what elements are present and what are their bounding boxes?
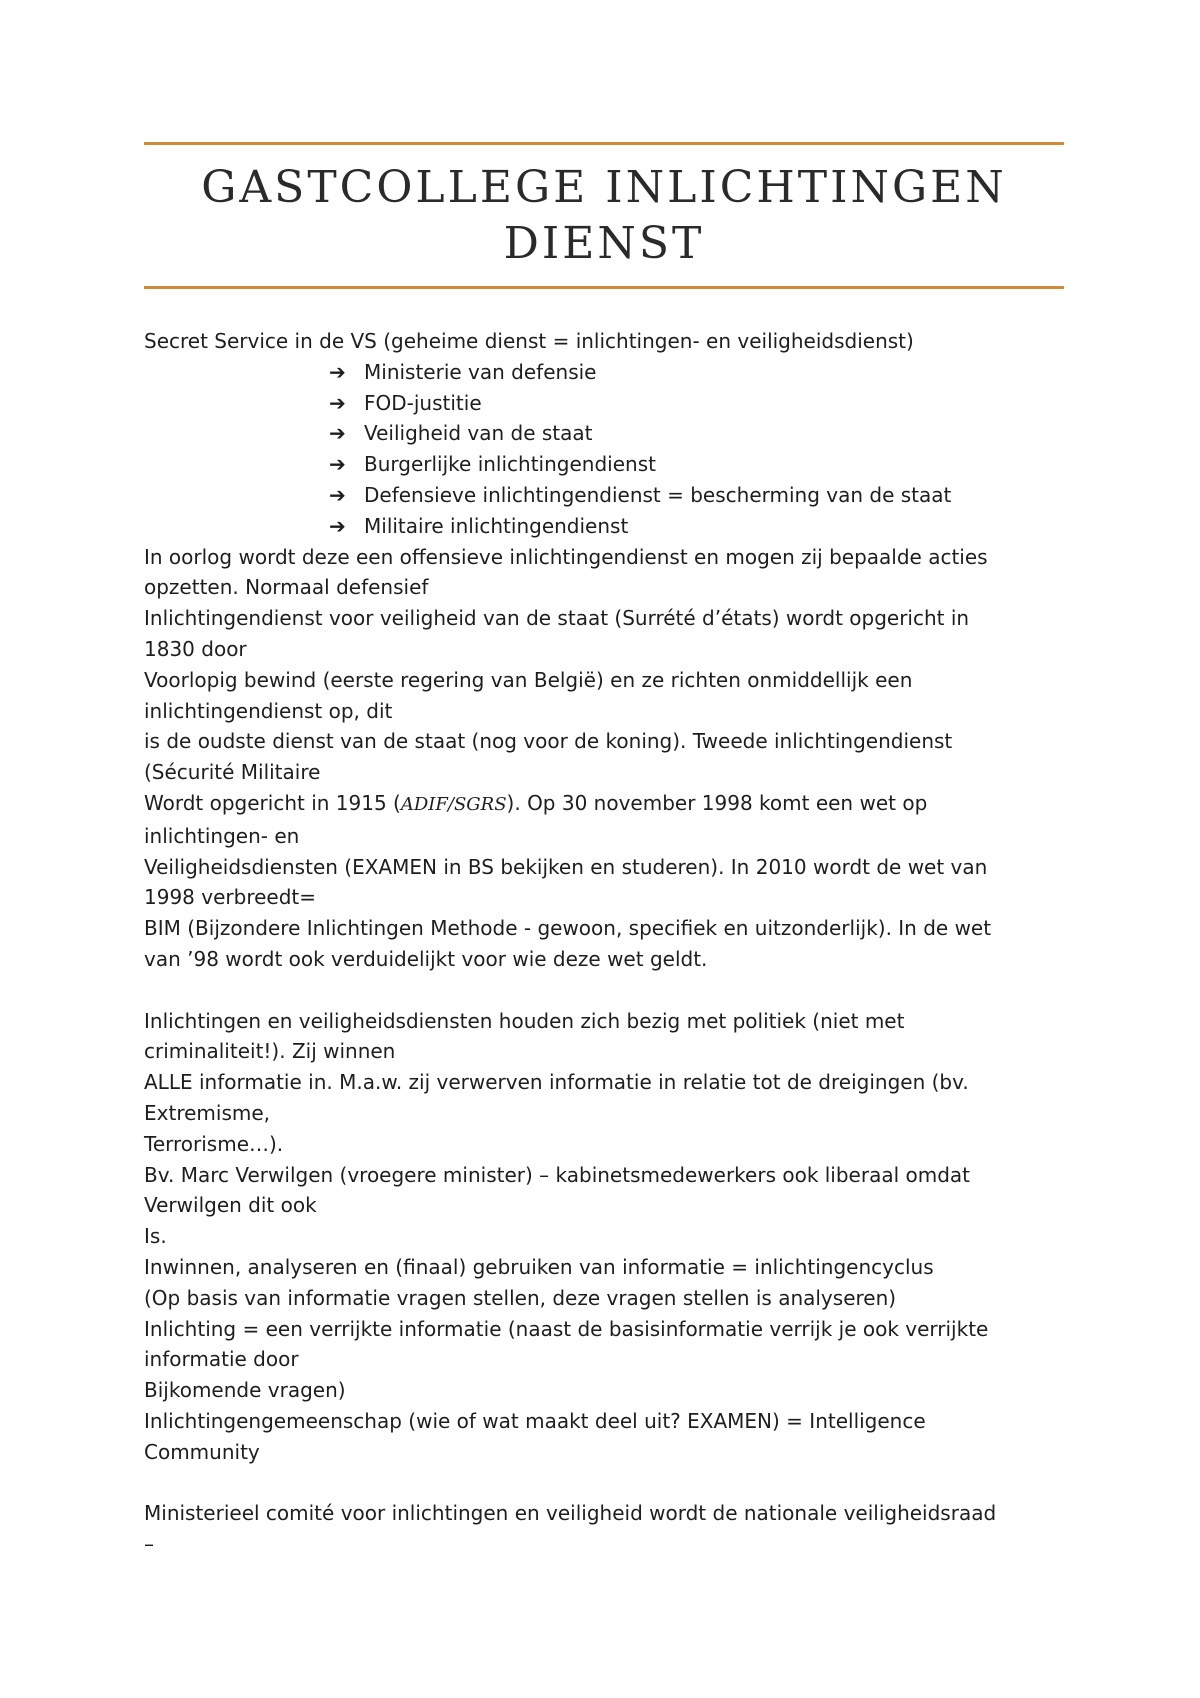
text-line: is de oudste dienst van de staat (nog voor de koning). Tweede inlichtingendienst: [144, 729, 953, 754]
arrow-icon: ➔: [329, 482, 346, 507]
paragraph-committee: [144, 1498, 1074, 1560]
text-line: informatie door: [144, 1347, 299, 1372]
text-line: Inlichtingendienst voor veiligheid van de staat (Surrété d’états) wordt opgericht in: [144, 606, 970, 631]
bullet-list: [144, 357, 1074, 542]
title-top-rule: [144, 142, 1064, 145]
text-line: criminaliteit!). Zij winnen: [144, 1039, 396, 1064]
bullet-item: ➔ Burgerlijke inlichtingendienst: [144, 449, 1074, 480]
text-line: Inlichting = een verrijkte informatie (naast de basisinformatie verrijk je ook verrijkte: [144, 1316, 989, 1341]
bullet-item: ➔ Veiligheid van de staat: [144, 418, 1074, 449]
bullet-item: ➔ FOD-justitie: [144, 388, 1074, 419]
text-line: In oorlog wordt deze een offensieve inlichtingendienst en mogen zij bepaalde acties: [144, 544, 988, 569]
text-line: inlichtingen- en: [144, 823, 300, 848]
text-line: opzetten. Normaal defensief: [144, 575, 429, 600]
text-line: Veiligheidsdiensten (EXAMEN in BS bekijken en studeren). In 2010 wordt de wet van: [144, 854, 988, 879]
text-line: Bijkomende vragen): [144, 1378, 346, 1403]
text-line: BIM (Bijzondere Inlichtingen Methode - gewoon, specifiek en uitzonderlijk). In de wet: [144, 916, 992, 941]
text-line: van ’98 wordt ook verduidelijkt voor wie deze wet geldt.: [144, 946, 708, 971]
bullet-item: ➔ Defensieve inlichtingendienst = bescherming van de staat: [144, 480, 1074, 511]
text-line: Bv. Marc Verwilgen (vroegere minister) – kabinetsmedewerkers ook liberaal omdat: [144, 1162, 971, 1187]
text-line: Terrorisme…).: [144, 1131, 284, 1156]
arrow-icon: ➔: [329, 513, 346, 538]
text-line: Inlichtingengemeenschap (wie of wat maakt deel uit? EXAMEN) = Intelligence: [144, 1408, 926, 1433]
page-title: [144, 160, 1064, 272]
bullet-item: ➔ Ministerie van defensie: [144, 357, 1074, 388]
arrow-icon: ➔: [329, 421, 346, 446]
text-line: (Sécurité Militaire: [144, 760, 321, 785]
text-line: Extremisme,: [144, 1100, 271, 1125]
text-line: Voorlopig bewind (eerste regering van België) en ze richten onmiddellijk een: [144, 667, 913, 692]
paragraph-intelligence: [144, 1006, 1074, 1468]
title-bottom-rule: [144, 286, 1064, 289]
title-line-1: GASTCOLLEGE INLICHTINGEN: [201, 162, 1007, 213]
text-line-with-italic: Wordt opgericht in 1915 (ADIF/SGRS). Op 30 november 1998 komt een wet op: [144, 790, 928, 815]
text-line: –: [144, 1532, 154, 1557]
intro-line: Secret Service in de VS (geheime dienst = inlichtingen- en veiligheidsdienst): [144, 329, 914, 353]
bullet-item: ➔ Militaire inlichtingendienst: [144, 511, 1074, 542]
text-line: Is.: [144, 1224, 167, 1249]
text-line: inlichtingendienst op, dit: [144, 698, 393, 723]
title-line-2: DIENST: [503, 218, 705, 269]
paragraph-history: [144, 542, 1074, 975]
text-line: Inwinnen, analyseren en (finaal) gebruiken van informatie = inlichtingencyclus: [144, 1254, 934, 1279]
text-line: 1998 verbreedt=: [144, 885, 317, 910]
arrow-icon: ➔: [329, 359, 346, 384]
italic-abbreviation: ADIF/SGRS: [400, 793, 507, 815]
paragraph-gap: [144, 975, 1074, 1006]
text-line: 1830 door: [144, 636, 247, 661]
text-line: Community: [144, 1439, 260, 1464]
text-line: ALLE informatie in. M.a.w. zij verwerven informatie in relatie tot de dreigingen (bv.: [144, 1070, 969, 1095]
arrow-icon: ➔: [329, 390, 346, 415]
text-line: Ministerieel comité voor inlichtingen en veiligheid wordt de nationale veiligheidsraad: [144, 1501, 997, 1526]
text-line: Inlichtingen en veiligheidsdiensten houden zich bezig met politiek (niet met: [144, 1008, 905, 1033]
text-line: Verwilgen dit ook: [144, 1193, 317, 1218]
paragraph-gap: [144, 1467, 1074, 1498]
document-body: [144, 326, 1074, 1560]
arrow-icon: ➔: [329, 452, 346, 477]
text-line: (Op basis van informatie vragen stellen, deze vragen stellen is analyseren): [144, 1285, 897, 1310]
